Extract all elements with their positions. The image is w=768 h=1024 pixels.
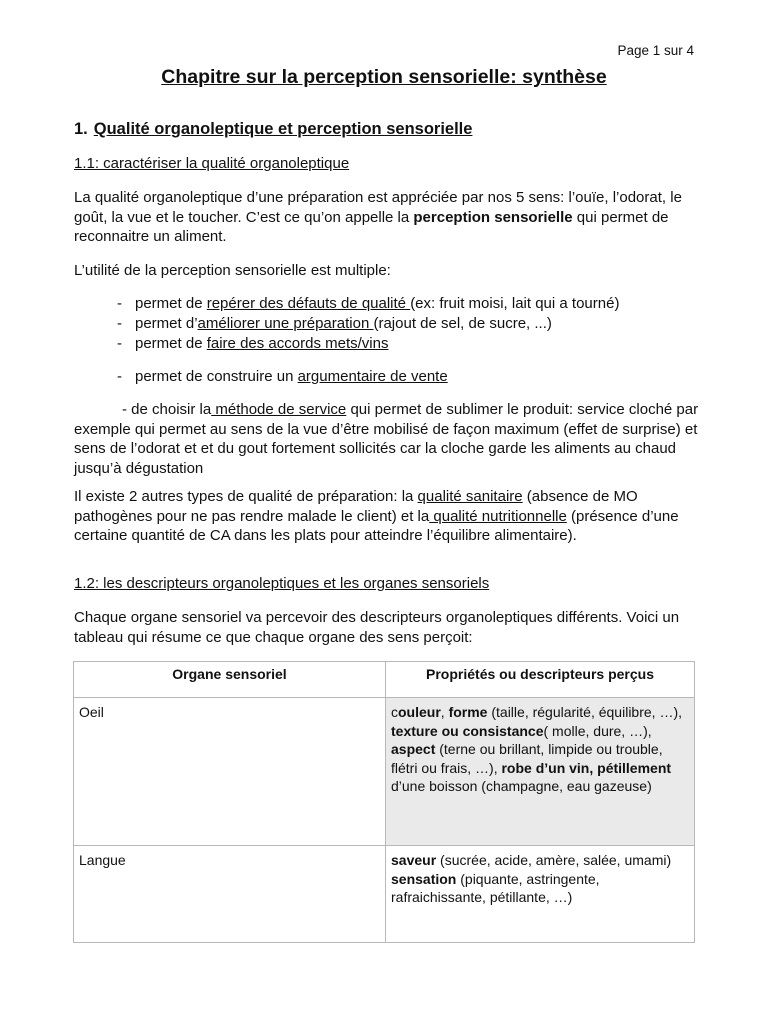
table-cell-organ: Langue	[74, 846, 386, 943]
page-number: Page 1 sur 4	[617, 43, 694, 58]
list-text: (ex: fruit moisi, lait qui a tourné)	[410, 295, 620, 312]
section-number: 1.	[74, 120, 88, 138]
list-underlined-text: faire des accords mets/vins	[206, 335, 389, 352]
descriptor-text: (piquante, astringente, rafraichissante, pétillante, …)	[391, 870, 600, 905]
descriptor-text: ,	[440, 704, 449, 720]
list-dash: -	[117, 368, 122, 385]
paragraph-service	[74, 400, 699, 478]
descriptor-term: robe d’un vin, pétillement	[501, 759, 672, 776]
list-text: (rajout de sel, de sucre, ...)	[373, 315, 552, 332]
table-cell-descriptors	[386, 846, 695, 943]
document-title: Chapitre sur la perception sensorielle: synthèse	[161, 66, 607, 88]
descriptor-text: d’une boisson (champagne, eau gazeuse)	[391, 778, 652, 794]
paragraph-text: (absence de MO pathogènes pour ne pas rendre malade le client) et la	[74, 488, 638, 525]
list-underlined-text: argumentaire de vente	[297, 368, 448, 385]
descriptor-term: saveur	[391, 852, 437, 868]
descriptor-text: (terne ou brillant, limpide ou trouble, flétri ou frais, …),	[391, 741, 663, 776]
paragraph-underlined-text: qualité sanitaire	[417, 488, 523, 505]
list-text: permet de	[135, 295, 207, 312]
subsection-heading-1-1: 1.1: caractériser la qualité organoleptique	[74, 155, 350, 172]
table-cell-organ: Oeil	[74, 698, 386, 846]
list-text: permet de	[135, 335, 207, 352]
table-cell-descriptors	[386, 698, 695, 846]
descriptor-term: forme	[448, 704, 488, 720]
table-row	[74, 698, 695, 846]
paragraph-table-intro: Chaque organe sensoriel va percevoir des descripteurs organoleptiques différents. Voici un tableau qui résume ce que chaque organe des sens perçoit:	[74, 609, 680, 646]
descriptor-text: c	[391, 704, 398, 720]
descriptor-text: (taille, régularité, équilibre, …),	[487, 704, 682, 720]
subsection-heading-1-2: 1.2: les descripteurs organoleptiques et les organes sensoriels	[74, 575, 490, 592]
paragraph-text: Il existe 2 autres types de qualité de préparation: la	[74, 488, 418, 505]
list-underlined-text: améliorer une préparation	[197, 315, 374, 332]
table-header: Propriétés ou descripteurs perçus	[386, 662, 695, 698]
list-item	[117, 314, 552, 333]
list-underlined-text: repérer des défauts de qualité	[206, 295, 411, 312]
paragraph-text: qui permet de sublimer le produit: service cloché par exemple qui permet au sens de la vue d’être mobilisé de façon maximum (effet de surprise) et sens de l’odorat et et du gout fortement sollicités car la cloche garde les aliments au chaud jusqu’à dégustation	[74, 401, 699, 477]
paragraph-other-qualities	[74, 487, 699, 546]
paragraph-text: qui permet de reconnaitre un aliment.	[74, 208, 669, 245]
organs-table	[73, 661, 695, 943]
table-header: Organe sensoriel	[74, 662, 386, 698]
list-dash: -	[117, 295, 122, 312]
list-dash: -	[117, 335, 122, 352]
paragraph-utility: L’utilité de la perception sensorielle est multiple:	[74, 262, 391, 279]
paragraph-text: - de choisir la	[122, 401, 212, 418]
descriptor-text: ( molle, dure, …),	[543, 722, 652, 739]
paragraph-intro	[74, 188, 699, 247]
list-text: permet de construire un	[135, 368, 298, 385]
list-item	[117, 367, 448, 386]
paragraph-bold-term: perception sensorielle	[413, 208, 573, 226]
list-text: permet d’	[135, 315, 198, 332]
descriptor-term: ouleur	[398, 704, 441, 720]
descriptor-text: (sucrée, acide, amère, salée, umami)	[436, 852, 672, 868]
paragraph-underlined-text: méthode de service	[211, 401, 347, 418]
paragraph-underlined-text: qualité nutritionnelle	[429, 507, 567, 525]
paragraph-text: (présence d’une certaine quantité de CA dans les plats pour atteindre l’équilibre alimentaire).	[74, 507, 679, 544]
table-header-row	[74, 662, 695, 698]
descriptor-term: aspect	[391, 741, 436, 757]
descriptor-term: texture ou consistance	[391, 722, 544, 739]
list-item	[117, 294, 619, 313]
descriptor-term: sensation	[391, 870, 457, 887]
paragraph-text: La qualité organoleptique d’une préparation est appréciée par nos 5 sens: l’ouïe, l’odorat, le goût, la vue et le toucher. C’est ce qu’on appelle la	[74, 189, 682, 226]
section-heading-1	[74, 120, 472, 139]
list-dash: -	[117, 315, 122, 332]
list-item	[117, 334, 388, 353]
section-title: Qualité organoleptique et perception sensorielle	[93, 120, 473, 138]
table-row	[74, 846, 695, 943]
